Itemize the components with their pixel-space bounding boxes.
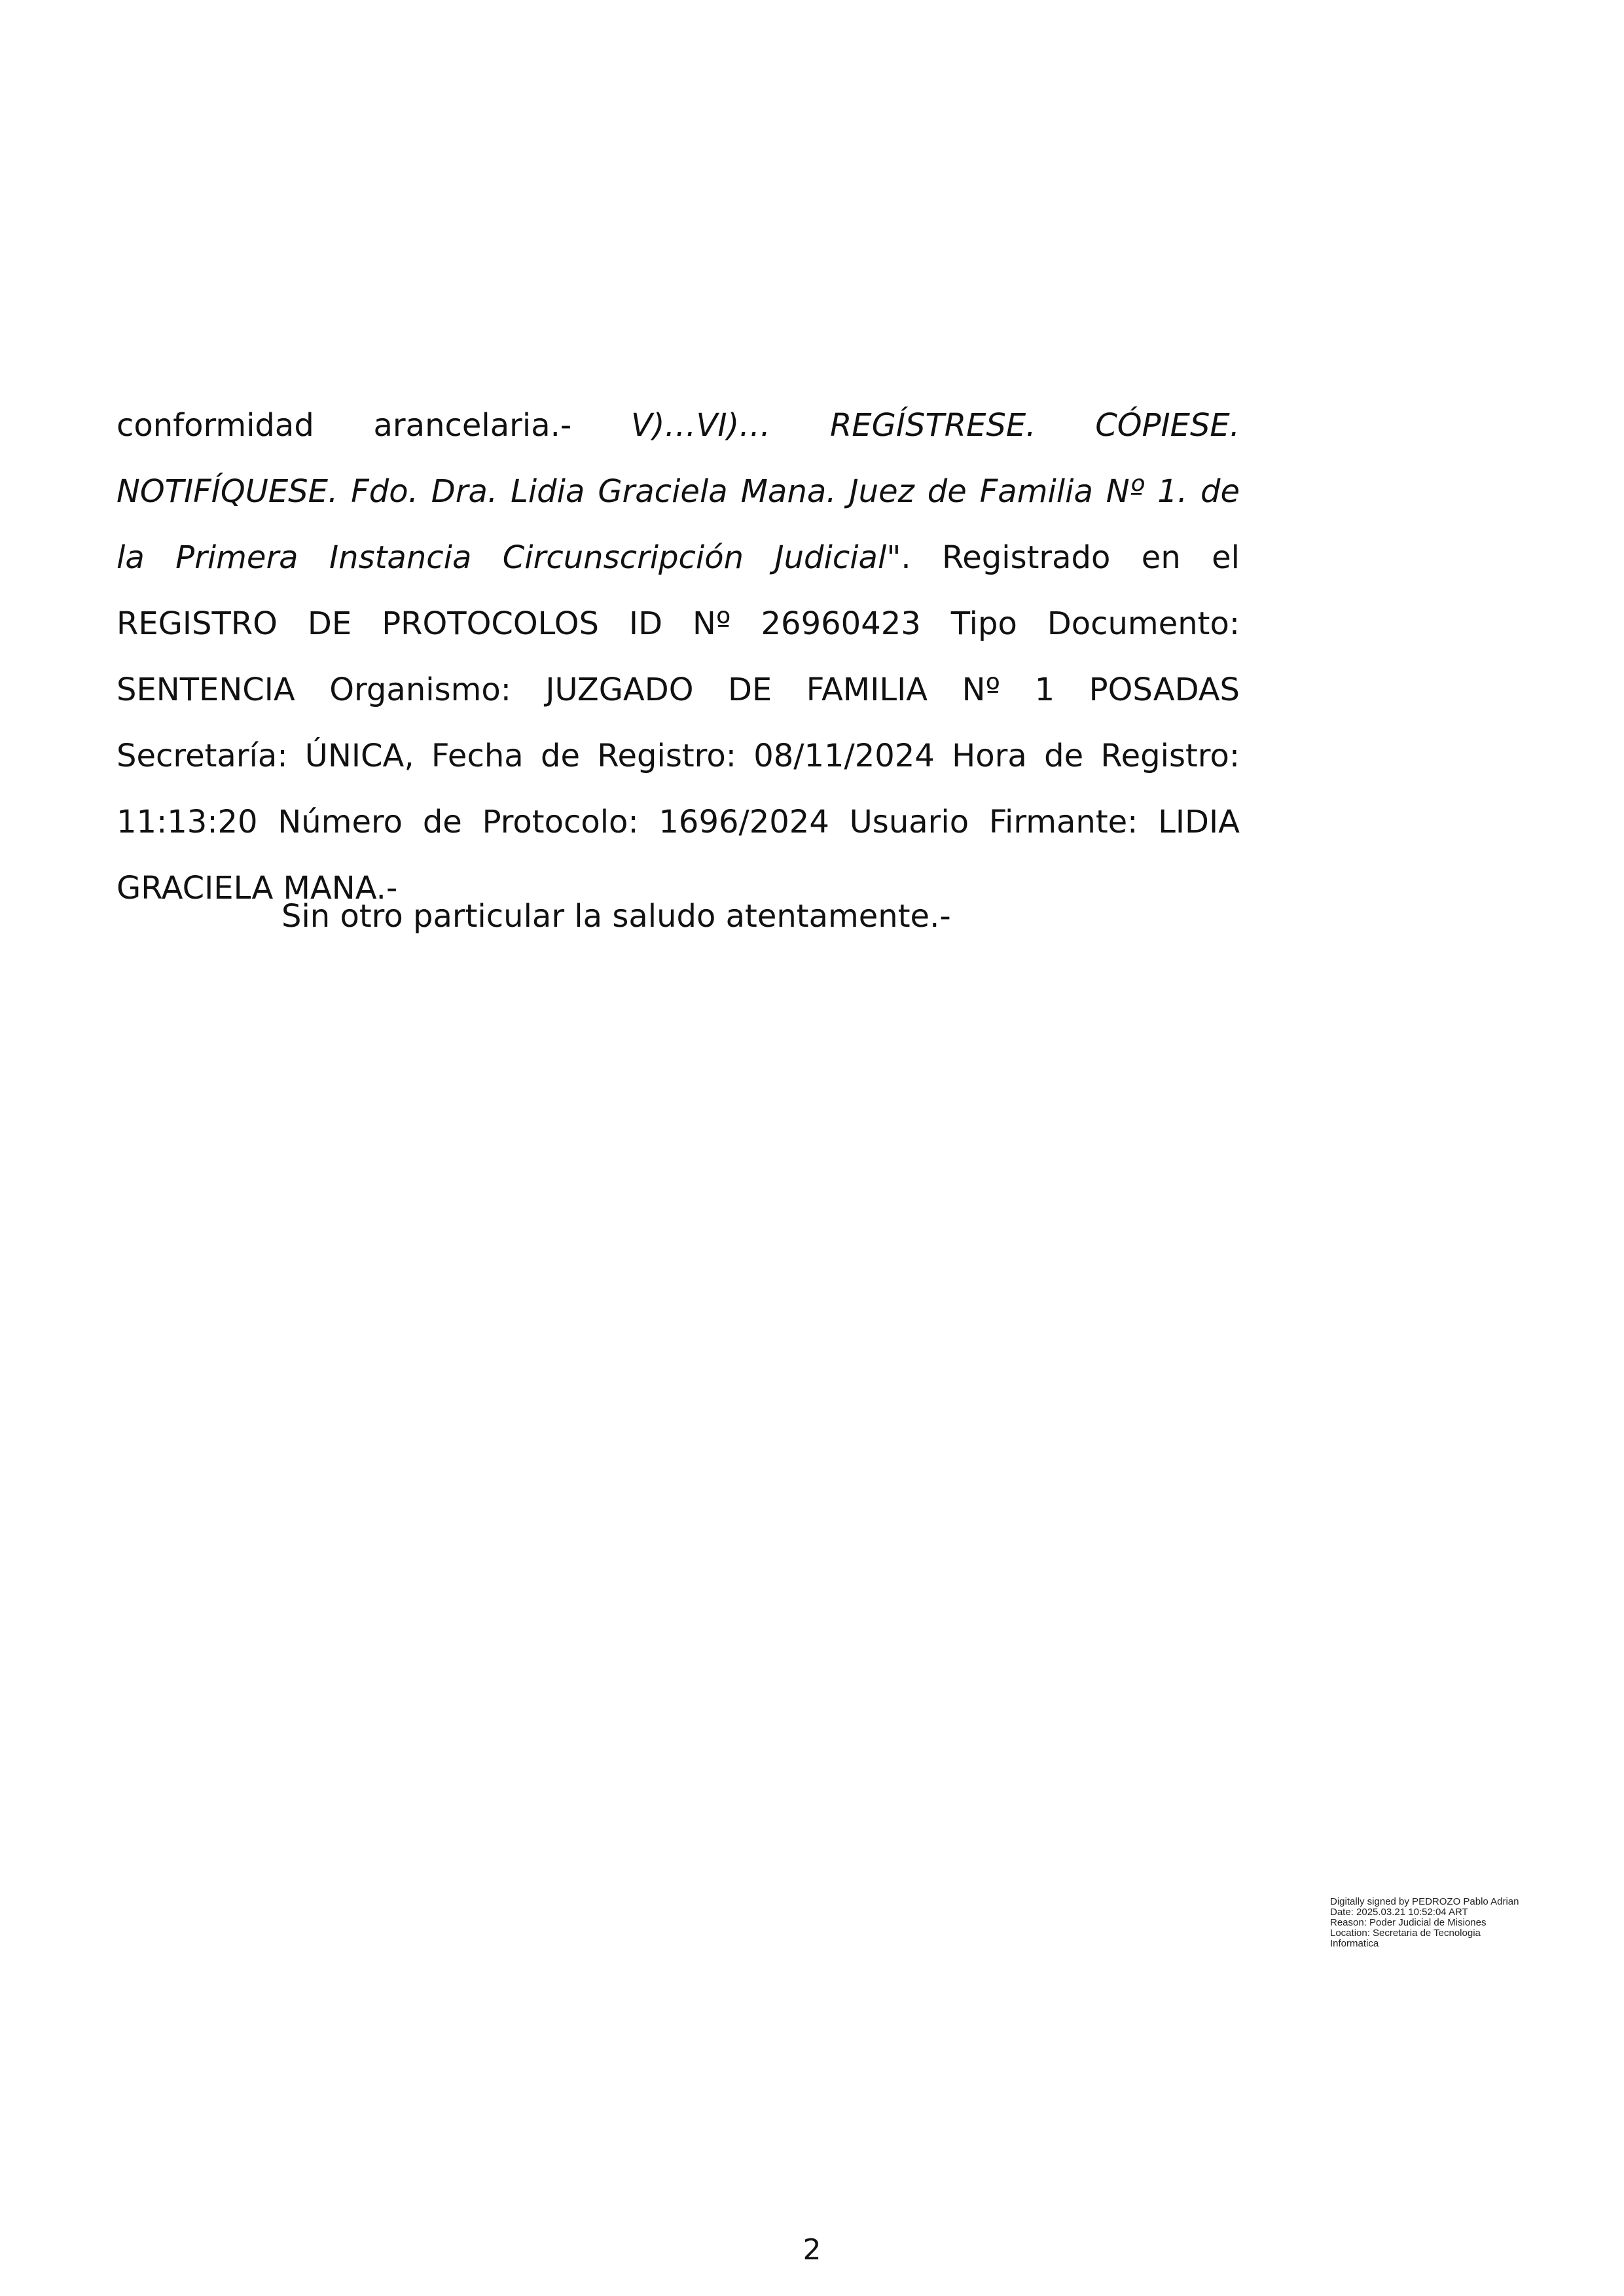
signature-date: Date: 2025.03.21 10:52:04 ART <box>1330 1907 1468 1918</box>
signature-signed-by: Digitally signed by PEDROZO Pablo Adrian <box>1330 1896 1519 1907</box>
paragraph-italic-quote: V)…VI)… REGÍSTRESE. CÓPIESE. NOTIFÍQUESE. Fdo. Dra. Lidia Graciela Mana. Juez de Familia Nº 1. de la Primera Instancia Circunscripción Judicial <box>117 407 1240 576</box>
paragraph-registration-details: ". Registrado en el REGISTRO DE PROTOCOLOS ID Nº 26960423 Tipo Documento: SENTENCIA Organismo: JUZGADO DE FAMILIA Nº 1 POSADAS Secretaría: ÚNICA, Fecha de Registro: 08/11/2024 Hora de Registro: 11:13:20 Número de Protocolo: 1696/2024 Usuario Firmante: LIDIA GRACIELA MANA.- <box>117 539 1240 906</box>
body-paragraph <box>117 393 1240 922</box>
signature-location-cont: Informatica <box>1330 1938 1379 1949</box>
page-number: 2 <box>803 2233 821 2267</box>
paragraph-text-start: conformidad arancelaria.- <box>117 407 631 444</box>
signature-location: Location: Secretaria de Tecnologia <box>1330 1928 1481 1939</box>
signature-reason: Reason: Poder Judicial de Misiones <box>1330 1917 1487 1928</box>
digital-signature-block <box>1330 1897 1579 1949</box>
closing-salutation: Sin otro particular la saludo atentamente.- <box>281 898 951 935</box>
